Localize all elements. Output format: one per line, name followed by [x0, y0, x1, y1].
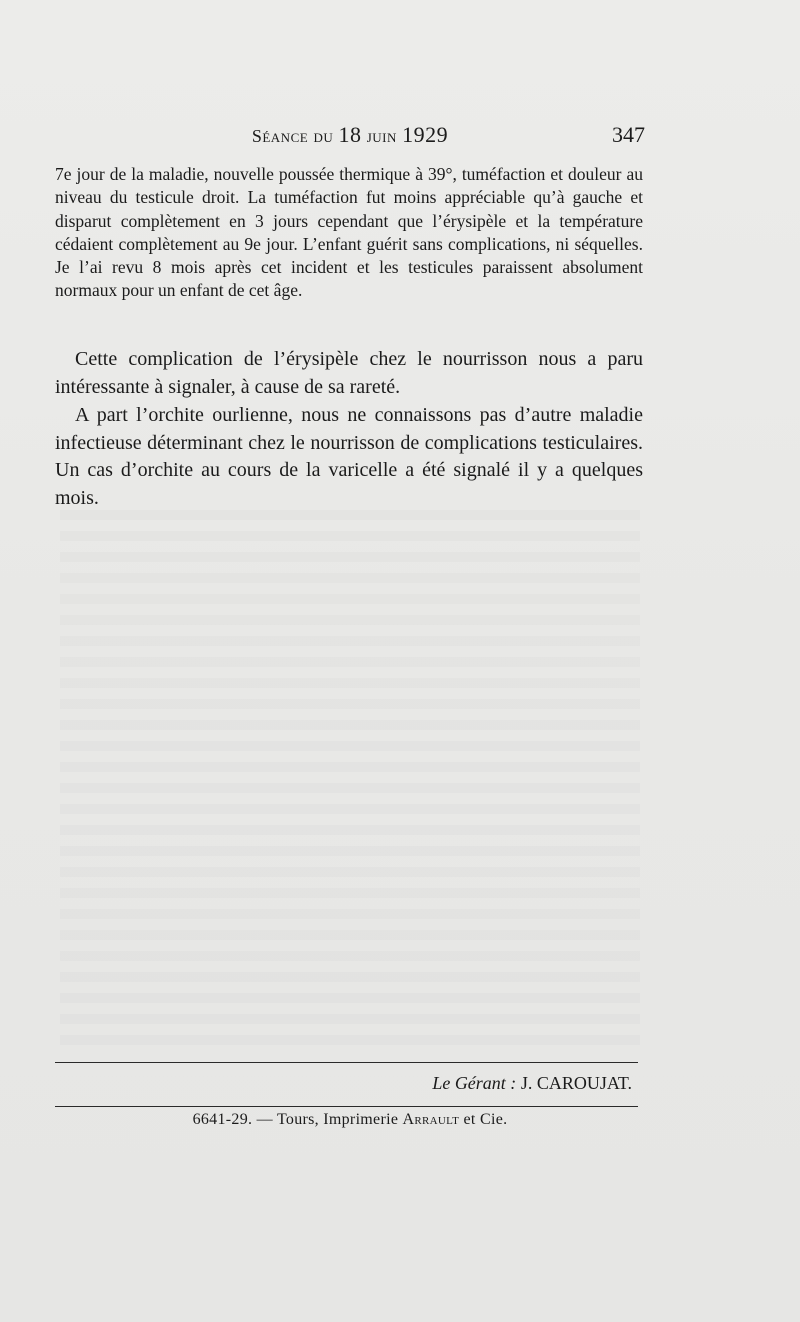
page-header [55, 122, 645, 152]
running-head [55, 122, 645, 148]
imprint-printer: Arrault [402, 1111, 460, 1128]
body-text [55, 346, 643, 513]
imprint-dash: — [256, 1111, 273, 1128]
footer-rule-top [55, 1062, 638, 1063]
manager-signature [432, 1073, 632, 1094]
body-paragraph-2: A part l’orchite ourlienne, nous ne connaissons pas d’autre maladie infectieuse déterminant chez le nourrisson de complications testiculaires. Un cas d’orchite au cours de la varicelle a été signalé il y a quelques mois. [55, 404, 643, 509]
case-report-paragraph: 7e jour de la maladie, nouvelle poussée thermique à 39°, tuméfaction et douleur au niveau du testicule droit. La tuméfaction fut moins appréciable qu’à gauche et disparut complètement en 3 jours cependant que l’érysipèle et la température cédaient complètement au 9e jour. L’enfant guérit sans complications, ni séquelles. Je l’ai revu 8 mois après cet incident et les testicules paraissent absolument normaux pour un enfant de cet âge. [55, 164, 643, 301]
page-number: 347 [612, 122, 645, 147]
running-head-day: 18 [338, 122, 362, 147]
running-head-du: du [313, 126, 334, 146]
running-head-month: juin [366, 126, 397, 146]
running-head-seance: Séance [251, 126, 309, 146]
case-report-text [55, 163, 643, 303]
show-through-texture [60, 510, 640, 1050]
imprint-city: Tours, Imprimerie [276, 1111, 399, 1128]
imprint-and: et [463, 1111, 476, 1128]
imprint-company: Cie. [479, 1111, 508, 1128]
footer-rule-bottom [55, 1106, 638, 1107]
imprint-number: 6641-29. [192, 1111, 253, 1128]
body-paragraph-1: Cette complication de l’érysipèle chez le nourrisson nous a paru intéressante à signaler, à cause de sa rareté. [55, 348, 643, 398]
running-head-year: 1929 [402, 122, 449, 147]
imprint-line [55, 1111, 645, 1129]
manager-label: Le Gérant : [432, 1073, 517, 1093]
manager-name: J. CAROUJAT. [520, 1073, 632, 1093]
